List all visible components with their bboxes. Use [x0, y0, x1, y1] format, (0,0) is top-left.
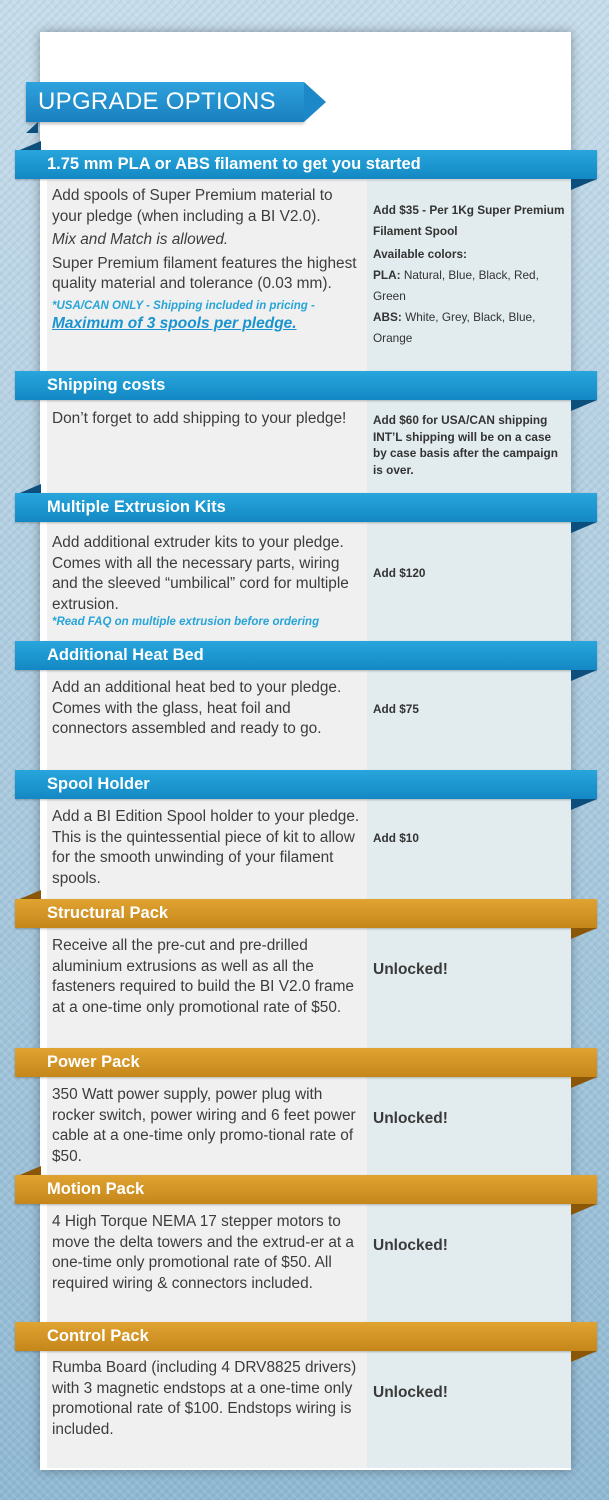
section-desc-shipping: Don’t forget to add shipping to your pledge! [52, 410, 347, 427]
section-desc-spoolholder: Add a BI Edition Spool holder to your pledge. This is the quintessential piece of kit to allow for the smooth unwinding of your filament spools. [52, 808, 360, 887]
section-desc-heatbed: Add an additional heat bed to your pledge. Comes with the glass, heat foil and connectors assembled and ready to go. [52, 679, 342, 737]
ribbon-fold-right [571, 1077, 597, 1088]
section-price-heatbed: Add $75 [373, 702, 419, 716]
section-header-heatbed: Additional Heat Bed [15, 641, 597, 670]
pla-colors [373, 265, 565, 307]
section-header-extrusion: Multiple Extrusion Kits [15, 493, 597, 522]
banner-arrow-icon [304, 82, 326, 122]
section-price-motion: Unlocked! [373, 1237, 448, 1254]
section-desc-extrusion [52, 533, 362, 630]
section-header-filament: 1.75 mm PLA or ABS filament to get you started [15, 150, 597, 179]
section-price-spoolholder: Add $10 [373, 831, 419, 845]
banner-title: UPGRADE OPTIONS [26, 82, 304, 122]
ribbon-fold-right [571, 1351, 597, 1362]
section-header-structural: Structural Pack [15, 899, 597, 928]
usa-can-note: *USA/CAN ONLY - Shipping included in pricing - [52, 299, 315, 312]
ribbon-fold-right [571, 400, 597, 411]
ribbon-fold-right [571, 928, 597, 939]
ribbon-fold-right [571, 179, 597, 190]
abs-label: ABS: [373, 310, 402, 324]
ribbon-fold-right [571, 799, 597, 810]
section-price-structural: Unlocked! [373, 961, 448, 978]
section-desc-motion: 4 High Torque NEMA 17 stepper motors to move the delta towers and the extrud-er at a one-time only promotional rate of $50. All required wiring & connectors included. [52, 1213, 354, 1292]
desc-text: Add additional extruder kits to your pledge. Comes with all the necessary parts, wiring and the sleeved “umbilical” cord for multiple extrusion. [52, 534, 349, 613]
section-header-shipping: Shipping costs [15, 371, 597, 400]
mix-match-text: Mix and Match is allowed. [52, 231, 229, 248]
section-price-filament [373, 200, 565, 349]
section-price-extrusion: Add $120 [373, 566, 426, 580]
banner-fold [26, 122, 38, 133]
section-price-shipping: Add $60 for USA/CAN shipping INT’L shipping will be on a case by case basis after the campaign is over. [373, 413, 558, 477]
ribbon-fold-right [571, 1204, 597, 1215]
section-header-motion: Motion Pack [15, 1175, 597, 1204]
max-spools-link[interactable]: Maximum of 3 spools per pledge. [52, 314, 297, 332]
pla-label: PLA: [373, 268, 401, 282]
faq-note: *Read FAQ on multiple extrusion before ordering [52, 616, 320, 628]
price-text: Add $35 - Per 1Kg Super Premium Filament Spool [373, 203, 565, 238]
section-header-control: Control Pack [15, 1322, 597, 1351]
section-desc-structural: Receive all the pre-cut and pre-drilled aluminium extrusions as well as all the fasteners required to build the BI V2.0 frame at a one-time only promotional rate of $50. [52, 937, 354, 1016]
section-price-control: Unlocked! [373, 1384, 448, 1401]
section-header-power: Power Pack [15, 1048, 597, 1077]
abs-colors [373, 307, 565, 349]
ribbon-fold-right [571, 670, 597, 681]
available-colors-label: Available colors: [373, 247, 467, 261]
section-header-spoolholder: Spool Holder [15, 770, 597, 799]
abs-color-list: White, Grey, Black, Blue, Orange [373, 310, 536, 345]
ribbon-fold-right [571, 522, 597, 533]
desc-text-2: Super Premium filament features the highest quality material and tolerance (0.03 mm). [52, 254, 357, 292]
section-desc-control: Rumba Board (including 4 DRV8825 drivers) with 3 magnetic endstops at a one-time only promotional rate of $100. Endstops wiring is included. [52, 1359, 357, 1438]
section-desc-filament [52, 186, 362, 334]
desc-text: Add spools of Super Premium material to your pledge (when including a BI V2.0). [52, 187, 333, 225]
section-desc-power: 350 Watt power supply, power plug with rocker switch, power wiring and 6 feet power cable at a one-time only promo-tional rate of $50. [52, 1086, 356, 1165]
pla-color-list: Natural, Blue, Black, Red, Green [373, 268, 539, 303]
section-price-power: Unlocked! [373, 1110, 448, 1127]
upgrade-options-banner [26, 82, 326, 122]
